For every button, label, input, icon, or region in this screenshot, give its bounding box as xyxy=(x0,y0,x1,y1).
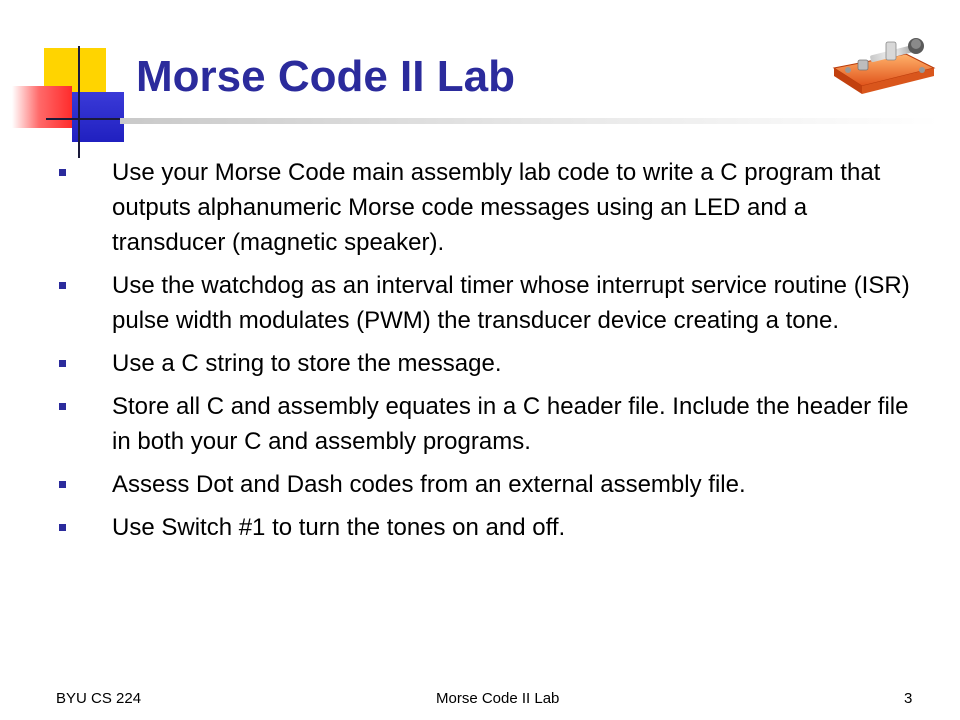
bullet-text: Use your Morse Code main assembly lab code to write a C program that outputs alphanumeric Morse code messages using an LED and a transducer (magnetic speaker). xyxy=(112,159,881,256)
bullet-item xyxy=(56,389,926,459)
bullet-marker-icon xyxy=(59,169,66,176)
bullet-text: Use Switch #1 to turn the tones on and off. xyxy=(112,514,566,541)
bullet-item xyxy=(56,467,926,502)
decor-red-square xyxy=(12,86,72,128)
bullet-marker-icon xyxy=(59,524,66,531)
bullet-item xyxy=(56,268,926,338)
bullet-text: Store all C and assembly equates in a C header file. Include the header file in both your C and assembly programs. xyxy=(112,393,909,455)
slide-title: Morse Code II Lab xyxy=(136,52,515,101)
title-underline xyxy=(120,118,940,124)
footer-course: BYU CS 224 xyxy=(56,690,142,707)
decor-vertical-line xyxy=(78,46,80,158)
bullet-item xyxy=(56,510,926,545)
bullet-text: Use the watchdog as an interval timer whose interrupt service routine (ISR) pulse width modulates (PWM) the transducer device creating a tone. xyxy=(112,272,910,334)
telegraph-key-icon xyxy=(828,24,940,98)
bullet-text: Assess Dot and Dash codes from an external assembly file. xyxy=(112,471,746,498)
footer-page-number: 3 xyxy=(904,690,913,707)
bullet-item xyxy=(56,346,926,381)
bullet-list xyxy=(56,155,926,553)
bullet-text: Use a C string to store the message. xyxy=(112,350,502,377)
bullet-marker-icon xyxy=(59,282,66,289)
bullet-marker-icon xyxy=(59,481,66,488)
bullet-marker-icon xyxy=(59,403,66,410)
bullet-item xyxy=(56,155,926,260)
bullet-marker-icon xyxy=(59,360,66,367)
footer-title: Morse Code II Lab xyxy=(436,690,560,707)
